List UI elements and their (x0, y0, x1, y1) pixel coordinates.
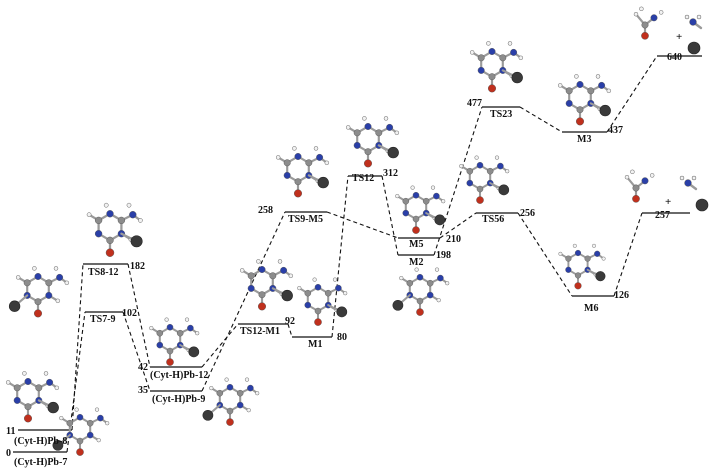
lead-atom-icon (9, 301, 20, 312)
state-label-pb12: (Cyt-H)Pb-12 (150, 370, 209, 381)
path-connector (123, 312, 150, 391)
state-label-m6: M6 (584, 303, 599, 314)
energy-label-m1: 80 (337, 332, 347, 343)
molecule-ts9-m5 (276, 146, 329, 197)
energy-label-ts8-12: 182 (130, 261, 145, 272)
energy-label-257: 257 (655, 210, 670, 221)
state-label-pb7: (Cyt-H)Pb-7 (14, 457, 68, 468)
lead-atom-product-640 (688, 42, 700, 54)
molecule-ts8-12 (87, 203, 142, 257)
energy-label-ts56: 256 (520, 208, 535, 219)
lead-atom-icon (512, 72, 523, 83)
state-label-pb9: (Cyt-H)Pb-9 (152, 394, 206, 405)
state-label-m3: M3 (577, 134, 592, 145)
path-connector (434, 107, 482, 255)
energy-label-pb7: 0 (6, 448, 11, 459)
path-connector (202, 212, 285, 391)
energy-label-pb12: 42 (138, 362, 148, 373)
path-connector (518, 213, 572, 296)
path-connector (72, 264, 83, 430)
molecule-m2 (393, 268, 449, 316)
state-label-ts12-m1: TS12-M1 (240, 326, 280, 337)
energy-label-m6: 126 (614, 290, 629, 301)
energy-label-m5: 210 (446, 234, 461, 245)
state-label-ts23: TS23 (490, 109, 513, 120)
state-label-ts7-9: TS7-9 (90, 314, 116, 325)
state-label-m2: M2 (409, 257, 424, 268)
state-label-m5: M5 (409, 239, 424, 250)
lead-atom-icon (189, 347, 199, 357)
path-connector (327, 212, 398, 238)
molecule-m3 (558, 74, 611, 125)
energy-label-ts12: 312 (383, 168, 398, 179)
lead-atom-icon (203, 410, 213, 420)
lead-atom-icon (393, 300, 403, 310)
molecule-m1 (297, 278, 347, 326)
energy-label-ts7-9: 102 (122, 308, 137, 319)
lead-atom-icon (337, 307, 347, 317)
energy-label-pb8: 11 (6, 426, 16, 437)
path-connector (520, 107, 562, 132)
molecule-pb9 (203, 378, 259, 426)
energy-label-pb9: 35 (138, 385, 148, 396)
energy-label-m2: 198 (436, 250, 451, 261)
lead-atom-icon (596, 271, 606, 281)
state-label-m1: M1 (308, 339, 323, 350)
path-connector (382, 176, 398, 255)
energy-label-m3: 437 (608, 125, 623, 136)
fragment-product-257 (625, 170, 654, 203)
plus-sign-lower: + (665, 196, 672, 208)
path-connector (614, 213, 642, 296)
lead-atom-icon (131, 236, 142, 247)
molecule-pb8 (6, 371, 59, 422)
fragment-product-640 (634, 7, 663, 40)
molecule-m5 (395, 186, 445, 234)
state-label-ts56: TS56 (482, 214, 505, 225)
path-connector (607, 56, 657, 132)
lead-atom-icon (318, 177, 329, 188)
molecule-ts12 (346, 116, 399, 167)
energy-label-640: 640 (667, 52, 682, 63)
molecule-ts7-9 (9, 266, 69, 317)
amine-fragment-640 (685, 15, 701, 28)
lead-atom-icon (48, 402, 59, 413)
molecular-structures (6, 7, 708, 456)
lead-atom-icon (282, 290, 293, 301)
molecule-ts56 (459, 156, 509, 204)
reaction-path-connectors (67, 56, 657, 452)
state-label-ts8-12: TS8-12 (88, 267, 119, 278)
amine-fragment-257 (680, 176, 696, 189)
energy-label-ts12-m1: 92 (285, 316, 295, 327)
lead-atom-icon (499, 185, 509, 195)
molecule-pb12 (149, 318, 199, 366)
molecule-pb7 (53, 408, 109, 456)
plus-sign-upper: + (676, 31, 683, 43)
state-label-ts9-m5: TS9-M5 (288, 214, 323, 225)
path-connector (202, 324, 238, 367)
lead-atom-product-257 (696, 199, 708, 211)
molecule-ts12-m1 (240, 259, 293, 310)
lead-atom-icon (388, 147, 399, 158)
state-label-ts12: TS12 (352, 173, 375, 184)
molecule-m6 (559, 244, 606, 289)
lead-atom-icon (600, 105, 611, 116)
state-label-pb8: (Cyt-H)Pb-8 (14, 436, 68, 447)
energy-label-ts9-m5: 258 (258, 205, 273, 216)
molecule-ts23 (470, 41, 523, 92)
lead-atom-icon (435, 215, 445, 225)
energy-label-ts23: 477 (467, 98, 482, 109)
